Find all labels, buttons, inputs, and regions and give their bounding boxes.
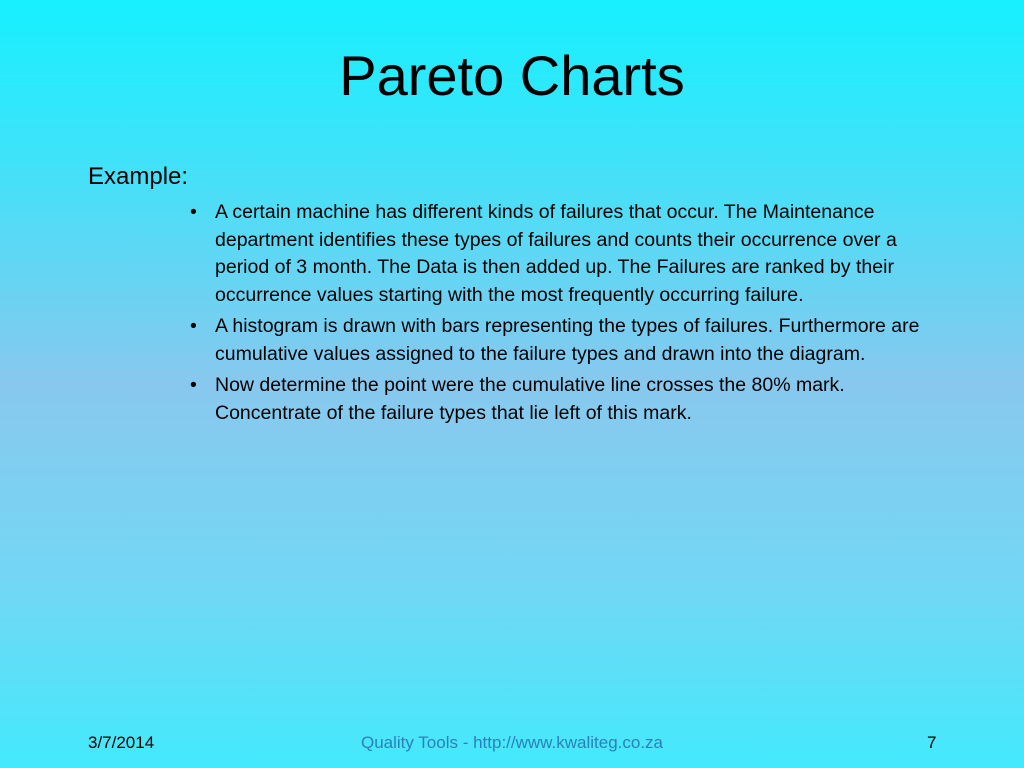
bullet-item <box>190 313 930 368</box>
bullet-text: A histogram is drawn with bars representing the types of failures. Furthermore are cumulative values assigned to the failure types and drawn into the diagram. <box>215 315 920 365</box>
bullet-dot-icon: • <box>190 374 197 396</box>
bullet-dot-icon: • <box>190 201 197 223</box>
bullet-item <box>190 199 930 309</box>
page-number: 7 <box>927 733 937 752</box>
slide-title: Pareto Charts <box>339 44 685 107</box>
example-heading: Example: <box>88 163 189 190</box>
bullet-item <box>190 372 930 427</box>
bullet-dot-icon: • <box>190 315 197 337</box>
footer-source: Quality Tools - http://www.kwaliteg.co.za <box>360 733 664 752</box>
bullet-text: A certain machine has different kinds of failures that occur. The Maintenance department identifies these types of failures and counts their occurrence over a period of 3 month. The Data is then added up. The Failures are ranked by their occurrence values starting with the most frequently occurring failure. <box>215 201 897 306</box>
bullet-list <box>190 199 930 431</box>
bullet-text: Now determine the point were the cumulative line crosses the 80% mark. Concentrate of the failure types that lie left of this mark. <box>215 374 845 424</box>
footer-date: 3/7/2014 <box>88 733 155 752</box>
